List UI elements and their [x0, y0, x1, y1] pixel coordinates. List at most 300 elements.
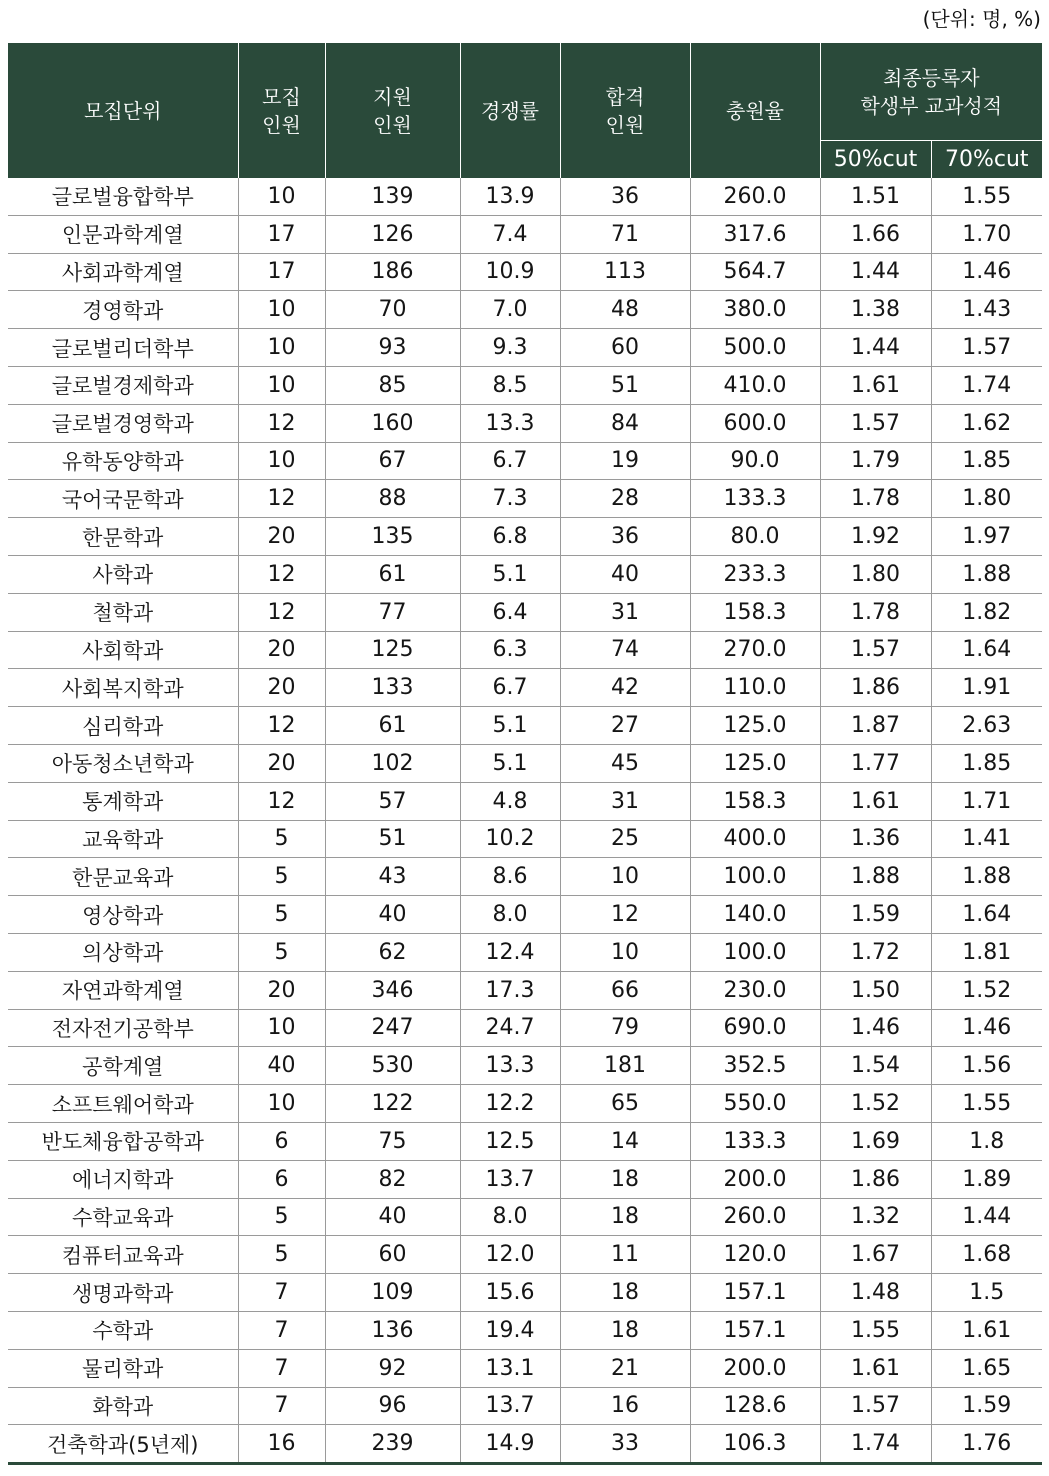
- cell-passed: 18: [560, 1311, 690, 1349]
- cell-competition: 8.0: [460, 1198, 560, 1236]
- cell-quota: 10: [238, 329, 325, 367]
- cell-competition: 12.5: [460, 1122, 560, 1160]
- cell-cut70: 1.80: [931, 480, 1042, 518]
- cell-competition: 13.3: [460, 1047, 560, 1085]
- cell-passed: 18: [560, 1198, 690, 1236]
- cell-passed: 25: [560, 820, 690, 858]
- cell-cut50: 1.79: [820, 442, 931, 480]
- cell-fill-rate: 158.3: [690, 593, 820, 631]
- cell-fill-rate: 133.3: [690, 1122, 820, 1160]
- cell-cut50: 1.44: [820, 253, 931, 291]
- cell-fill-rate: 352.5: [690, 1047, 820, 1085]
- cell-unit: 전자전기공학부: [8, 1009, 238, 1047]
- cell-cut70: 1.43: [931, 291, 1042, 329]
- table-row: [8, 291, 1042, 329]
- cell-fill-rate: 125.0: [690, 744, 820, 782]
- cell-cut70: 1.70: [931, 215, 1042, 253]
- header-passed-line2: 인원: [605, 112, 645, 137]
- cell-quota: 10: [238, 442, 325, 480]
- cell-applicants: 93: [325, 329, 460, 367]
- cell-cut50: 1.74: [820, 1425, 931, 1464]
- cell-fill-rate: 106.3: [690, 1425, 820, 1464]
- cell-applicants: 88: [325, 480, 460, 518]
- cell-fill-rate: 500.0: [690, 329, 820, 367]
- cell-applicants: 126: [325, 215, 460, 253]
- cell-quota: 10: [238, 291, 325, 329]
- table-row: [8, 593, 1042, 631]
- cell-passed: 12: [560, 896, 690, 934]
- cell-passed: 33: [560, 1425, 690, 1464]
- header-cut50: 50%cut: [820, 141, 931, 179]
- cell-cut70: 1.46: [931, 253, 1042, 291]
- cell-fill-rate: 90.0: [690, 442, 820, 480]
- cell-quota: 5: [238, 1236, 325, 1274]
- cell-competition: 10.2: [460, 820, 560, 858]
- table-row: [8, 555, 1042, 593]
- cell-applicants: 186: [325, 253, 460, 291]
- cell-competition: 15.6: [460, 1274, 560, 1312]
- cell-applicants: 43: [325, 858, 460, 896]
- cell-unit: 생명과학과: [8, 1274, 238, 1312]
- cell-cut50: 1.61: [820, 1349, 931, 1387]
- cell-cut70: 1.64: [931, 896, 1042, 934]
- cell-competition: 6.7: [460, 669, 560, 707]
- cell-quota: 12: [238, 782, 325, 820]
- cell-quota: 20: [238, 971, 325, 1009]
- cell-competition: 13.1: [460, 1349, 560, 1387]
- cell-applicants: 40: [325, 1198, 460, 1236]
- cell-unit: 한문학과: [8, 518, 238, 556]
- unit-note: (단위: 명, %): [922, 7, 1041, 31]
- cell-cut70: 1.97: [931, 518, 1042, 556]
- cell-fill-rate: 158.3: [690, 782, 820, 820]
- cell-competition: 19.4: [460, 1311, 560, 1349]
- cell-competition: 8.0: [460, 896, 560, 934]
- cell-cut70: 1.76: [931, 1425, 1042, 1464]
- cell-cut70: 1.85: [931, 744, 1042, 782]
- cell-applicants: 60: [325, 1236, 460, 1274]
- header-applicants-line2: 인원: [373, 112, 412, 137]
- cell-cut70: 1.62: [931, 404, 1042, 442]
- cell-quota: 17: [238, 253, 325, 291]
- cell-applicants: 136: [325, 1311, 460, 1349]
- cell-unit: 자연과학계열: [8, 971, 238, 1009]
- cell-applicants: 530: [325, 1047, 460, 1085]
- table-row: [8, 480, 1042, 518]
- cell-competition: 12.0: [460, 1236, 560, 1274]
- cell-cut70: 1.8: [931, 1122, 1042, 1160]
- cell-cut50: 1.67: [820, 1236, 931, 1274]
- table-row: [8, 858, 1042, 896]
- cell-unit: 심리학과: [8, 707, 238, 745]
- header-final-grade: [820, 43, 1042, 141]
- table-row: [8, 933, 1042, 971]
- cell-fill-rate: 157.1: [690, 1274, 820, 1312]
- cell-cut50: 1.55: [820, 1311, 931, 1349]
- cell-applicants: 125: [325, 631, 460, 669]
- cell-quota: 6: [238, 1122, 325, 1160]
- cell-fill-rate: 233.3: [690, 555, 820, 593]
- cell-competition: 9.3: [460, 329, 560, 367]
- cell-cut70: 1.89: [931, 1160, 1042, 1198]
- cell-unit: 사회학과: [8, 631, 238, 669]
- cell-quota: 20: [238, 631, 325, 669]
- cell-cut70: 1.59: [931, 1387, 1042, 1425]
- cell-fill-rate: 200.0: [690, 1160, 820, 1198]
- header-quota-line2: 인원: [262, 112, 301, 137]
- cell-cut50: 1.32: [820, 1198, 931, 1236]
- table-row: [8, 1349, 1042, 1387]
- cell-fill-rate: 133.3: [690, 480, 820, 518]
- cell-cut50: 1.92: [820, 518, 931, 556]
- table-row: [8, 215, 1042, 253]
- cell-applicants: 67: [325, 442, 460, 480]
- table-header: [8, 43, 1042, 178]
- cell-cut70: 1.82: [931, 593, 1042, 631]
- cell-quota: 10: [238, 178, 325, 215]
- cell-unit: 유학동양학과: [8, 442, 238, 480]
- table-row: [8, 1085, 1042, 1123]
- cell-unit: 경영학과: [8, 291, 238, 329]
- cell-passed: 28: [560, 480, 690, 518]
- table-row: [8, 971, 1042, 1009]
- cell-competition: 5.1: [460, 744, 560, 782]
- cell-unit: 물리학과: [8, 1349, 238, 1387]
- cell-passed: 66: [560, 971, 690, 1009]
- table-body: [8, 178, 1042, 1464]
- cell-cut50: 1.44: [820, 329, 931, 367]
- header-cut70: 70%cut: [931, 141, 1042, 179]
- cell-unit: 영상학과: [8, 896, 238, 934]
- cell-applicants: 51: [325, 820, 460, 858]
- cell-cut70: 1.88: [931, 555, 1042, 593]
- cell-quota: 20: [238, 518, 325, 556]
- cell-competition: 10.9: [460, 253, 560, 291]
- cell-applicants: 82: [325, 1160, 460, 1198]
- cell-applicants: 57: [325, 782, 460, 820]
- cell-fill-rate: 140.0: [690, 896, 820, 934]
- cell-quota: 12: [238, 707, 325, 745]
- cell-cut50: 1.77: [820, 744, 931, 782]
- table-row: [8, 1122, 1042, 1160]
- table-row: [8, 366, 1042, 404]
- table-row: [8, 518, 1042, 556]
- cell-passed: 10: [560, 858, 690, 896]
- table-row: [8, 442, 1042, 480]
- cell-cut50: 1.36: [820, 820, 931, 858]
- cell-applicants: 77: [325, 593, 460, 631]
- cell-competition: 6.8: [460, 518, 560, 556]
- cell-quota: 5: [238, 933, 325, 971]
- header-final-grade-line2: 학생부 교과성적: [860, 93, 1003, 118]
- cell-fill-rate: 200.0: [690, 1349, 820, 1387]
- cell-passed: 181: [560, 1047, 690, 1085]
- cell-competition: 13.9: [460, 178, 560, 215]
- cell-quota: 12: [238, 480, 325, 518]
- cell-passed: 31: [560, 593, 690, 631]
- cell-unit: 통계학과: [8, 782, 238, 820]
- cell-unit: 사회과학계열: [8, 253, 238, 291]
- cell-cut70: 1.41: [931, 820, 1042, 858]
- table-row: [8, 1198, 1042, 1236]
- cell-cut70: 1.56: [931, 1047, 1042, 1085]
- cell-cut70: 1.57: [931, 329, 1042, 367]
- header-unit: 모집단위: [8, 43, 238, 178]
- cell-fill-rate: 600.0: [690, 404, 820, 442]
- cell-cut50: 1.78: [820, 480, 931, 518]
- table-row: [8, 1387, 1042, 1425]
- cell-competition: 8.6: [460, 858, 560, 896]
- cell-quota: 5: [238, 858, 325, 896]
- cell-applicants: 239: [325, 1425, 460, 1464]
- cell-unit: 공학계열: [8, 1047, 238, 1085]
- cell-cut70: 1.68: [931, 1236, 1042, 1274]
- cell-applicants: 133: [325, 669, 460, 707]
- cell-cut70: 1.74: [931, 366, 1042, 404]
- cell-fill-rate: 230.0: [690, 971, 820, 1009]
- cell-unit: 사학과: [8, 555, 238, 593]
- cell-cut50: 1.88: [820, 858, 931, 896]
- table-row: [8, 631, 1042, 669]
- cell-fill-rate: 690.0: [690, 1009, 820, 1047]
- cell-unit: 철학과: [8, 593, 238, 631]
- cell-fill-rate: 157.1: [690, 1311, 820, 1349]
- cell-cut50: 1.66: [820, 215, 931, 253]
- cell-competition: 8.5: [460, 366, 560, 404]
- table-row: [8, 1311, 1042, 1349]
- cell-fill-rate: 80.0: [690, 518, 820, 556]
- table-row: [8, 1009, 1042, 1047]
- cell-fill-rate: 564.7: [690, 253, 820, 291]
- cell-cut50: 1.80: [820, 555, 931, 593]
- cell-quota: 17: [238, 215, 325, 253]
- cell-competition: 13.7: [460, 1387, 560, 1425]
- cell-passed: 16: [560, 1387, 690, 1425]
- cell-applicants: 135: [325, 518, 460, 556]
- cell-applicants: 139: [325, 178, 460, 215]
- cell-passed: 42: [560, 669, 690, 707]
- cell-quota: 10: [238, 1009, 325, 1047]
- cell-applicants: 92: [325, 1349, 460, 1387]
- cell-cut50: 1.46: [820, 1009, 931, 1047]
- cell-quota: 5: [238, 820, 325, 858]
- cell-quota: 16: [238, 1425, 325, 1464]
- cell-quota: 12: [238, 555, 325, 593]
- cell-applicants: 85: [325, 366, 460, 404]
- header-final-grade-line1: 최종등록자: [882, 65, 980, 90]
- cell-cut50: 1.52: [820, 1085, 931, 1123]
- header-passed: [560, 43, 690, 178]
- cell-unit: 아동청소년학과: [8, 744, 238, 782]
- cell-cut50: 1.51: [820, 178, 931, 215]
- cell-unit: 건축학과(5년제): [8, 1425, 238, 1464]
- cell-applicants: 61: [325, 707, 460, 745]
- cell-quota: 5: [238, 1198, 325, 1236]
- table-row: [8, 1047, 1042, 1085]
- cell-fill-rate: 120.0: [690, 1236, 820, 1274]
- cell-unit: 반도체융합공학과: [8, 1122, 238, 1160]
- cell-cut50: 1.86: [820, 1160, 931, 1198]
- cell-competition: 7.4: [460, 215, 560, 253]
- cell-fill-rate: 100.0: [690, 933, 820, 971]
- cell-passed: 60: [560, 329, 690, 367]
- cell-passed: 14: [560, 1122, 690, 1160]
- cell-cut70: 2.63: [931, 707, 1042, 745]
- cell-fill-rate: 128.6: [690, 1387, 820, 1425]
- cell-cut50: 1.78: [820, 593, 931, 631]
- cell-cut70: 1.85: [931, 442, 1042, 480]
- cell-quota: 12: [238, 593, 325, 631]
- cell-passed: 40: [560, 555, 690, 593]
- cell-competition: 7.3: [460, 480, 560, 518]
- cell-quota: 20: [238, 744, 325, 782]
- cell-passed: 79: [560, 1009, 690, 1047]
- cell-unit: 글로벌경제학과: [8, 366, 238, 404]
- cell-fill-rate: 260.0: [690, 1198, 820, 1236]
- table-row: [8, 1160, 1042, 1198]
- cell-cut50: 1.48: [820, 1274, 931, 1312]
- table-row: [8, 404, 1042, 442]
- cell-quota: 10: [238, 1085, 325, 1123]
- cell-unit: 글로벌리더학부: [8, 329, 238, 367]
- cell-cut50: 1.38: [820, 291, 931, 329]
- cell-applicants: 61: [325, 555, 460, 593]
- cell-cut50: 1.57: [820, 404, 931, 442]
- admission-table: [8, 43, 1042, 1465]
- header-fill-rate: 충원율: [690, 43, 820, 178]
- cell-unit: 컴퓨터교육과: [8, 1236, 238, 1274]
- cell-unit: 사회복지학과: [8, 669, 238, 707]
- cell-cut70: 1.65: [931, 1349, 1042, 1387]
- cell-applicants: 62: [325, 933, 460, 971]
- table-row: [8, 1425, 1042, 1464]
- table-row: [8, 329, 1042, 367]
- header-quota: [238, 43, 325, 178]
- cell-competition: 6.3: [460, 631, 560, 669]
- cell-fill-rate: 270.0: [690, 631, 820, 669]
- cell-quota: 7: [238, 1387, 325, 1425]
- cell-cut70: 1.44: [931, 1198, 1042, 1236]
- table-row: [8, 820, 1042, 858]
- cell-fill-rate: 550.0: [690, 1085, 820, 1123]
- cell-competition: 14.9: [460, 1425, 560, 1464]
- cell-passed: 19: [560, 442, 690, 480]
- cell-passed: 36: [560, 518, 690, 556]
- cell-cut70: 1.55: [931, 178, 1042, 215]
- cell-cut70: 1.91: [931, 669, 1042, 707]
- cell-unit: 소프트웨어학과: [8, 1085, 238, 1123]
- cell-passed: 31: [560, 782, 690, 820]
- cell-fill-rate: 400.0: [690, 820, 820, 858]
- cell-applicants: 122: [325, 1085, 460, 1123]
- cell-cut70: 1.64: [931, 631, 1042, 669]
- table-row: [8, 1236, 1042, 1274]
- cell-passed: 71: [560, 215, 690, 253]
- cell-cut50: 1.50: [820, 971, 931, 1009]
- cell-cut70: 1.52: [931, 971, 1042, 1009]
- cell-competition: 24.7: [460, 1009, 560, 1047]
- table-row: [8, 1274, 1042, 1312]
- cell-applicants: 70: [325, 291, 460, 329]
- cell-unit: 교육학과: [8, 820, 238, 858]
- cell-quota: 40: [238, 1047, 325, 1085]
- cell-competition: 12.4: [460, 933, 560, 971]
- cell-quota: 10: [238, 366, 325, 404]
- header-competition: 경쟁률: [460, 43, 560, 178]
- cell-unit: 에너지학과: [8, 1160, 238, 1198]
- cell-quota: 12: [238, 404, 325, 442]
- cell-applicants: 96: [325, 1387, 460, 1425]
- cell-fill-rate: 260.0: [690, 178, 820, 215]
- cell-passed: 21: [560, 1349, 690, 1387]
- cell-unit: 수학교육과: [8, 1198, 238, 1236]
- cell-cut70: 1.5: [931, 1274, 1042, 1312]
- cell-quota: 7: [238, 1311, 325, 1349]
- cell-cut50: 1.54: [820, 1047, 931, 1085]
- cell-passed: 18: [560, 1160, 690, 1198]
- cell-fill-rate: 410.0: [690, 366, 820, 404]
- header-applicants: [325, 43, 460, 178]
- cell-fill-rate: 380.0: [690, 291, 820, 329]
- cell-quota: 7: [238, 1274, 325, 1312]
- cell-cut70: 1.61: [931, 1311, 1042, 1349]
- cell-competition: 6.7: [460, 442, 560, 480]
- cell-applicants: 75: [325, 1122, 460, 1160]
- cell-unit: 화학과: [8, 1387, 238, 1425]
- cell-passed: 113: [560, 253, 690, 291]
- cell-passed: 65: [560, 1085, 690, 1123]
- cell-competition: 13.3: [460, 404, 560, 442]
- cell-applicants: 247: [325, 1009, 460, 1047]
- cell-applicants: 346: [325, 971, 460, 1009]
- cell-competition: 13.7: [460, 1160, 560, 1198]
- cell-passed: 48: [560, 291, 690, 329]
- cell-passed: 36: [560, 178, 690, 215]
- cell-competition: 5.1: [460, 707, 560, 745]
- table-row: [8, 782, 1042, 820]
- cell-fill-rate: 110.0: [690, 669, 820, 707]
- cell-cut50: 1.59: [820, 896, 931, 934]
- cell-unit: 의상학과: [8, 933, 238, 971]
- cell-passed: 27: [560, 707, 690, 745]
- cell-competition: 7.0: [460, 291, 560, 329]
- cell-cut50: 1.61: [820, 782, 931, 820]
- cell-passed: 45: [560, 744, 690, 782]
- cell-cut50: 1.86: [820, 669, 931, 707]
- cell-quota: 7: [238, 1349, 325, 1387]
- cell-unit: 글로벌경영학과: [8, 404, 238, 442]
- cell-cut50: 1.69: [820, 1122, 931, 1160]
- cell-cut70: 1.71: [931, 782, 1042, 820]
- cell-unit: 수학과: [8, 1311, 238, 1349]
- cell-applicants: 102: [325, 744, 460, 782]
- cell-cut50: 1.57: [820, 631, 931, 669]
- cell-unit: 한문교육과: [8, 858, 238, 896]
- cell-cut70: 1.55: [931, 1085, 1042, 1123]
- cell-unit: 글로벌융합학부: [8, 178, 238, 215]
- cell-unit: 국어국문학과: [8, 480, 238, 518]
- cell-passed: 51: [560, 366, 690, 404]
- table-row: [8, 253, 1042, 291]
- cell-quota: 5: [238, 896, 325, 934]
- cell-passed: 18: [560, 1274, 690, 1312]
- header-applicants-line1: 지원: [373, 84, 412, 109]
- cell-cut50: 1.61: [820, 366, 931, 404]
- table-row: [8, 669, 1042, 707]
- cell-cut70: 1.46: [931, 1009, 1042, 1047]
- cell-quota: 20: [238, 669, 325, 707]
- cell-unit: 인문과학계열: [8, 215, 238, 253]
